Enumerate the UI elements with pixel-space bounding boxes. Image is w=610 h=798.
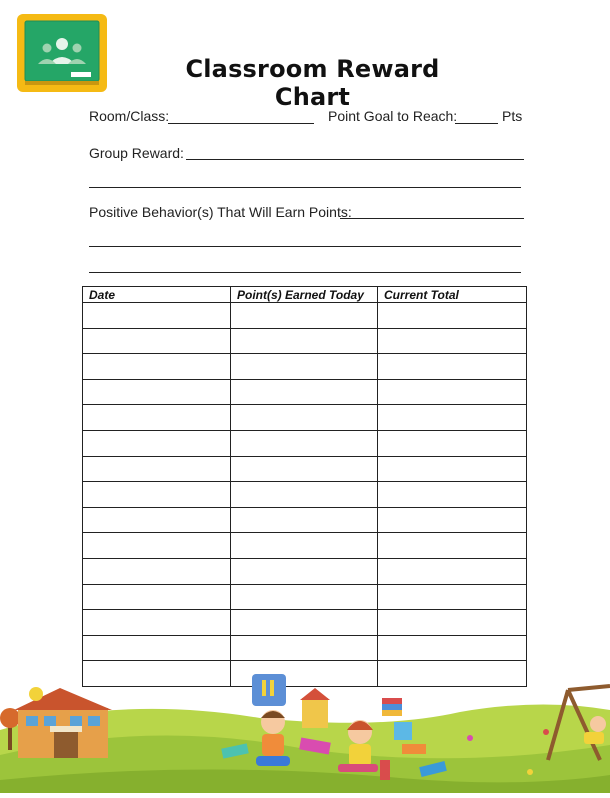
google-classroom-logo	[17, 14, 107, 92]
room-class-field[interactable]	[168, 123, 314, 124]
table-row	[83, 379, 527, 405]
date-cell[interactable]	[83, 456, 231, 482]
points-earned-cell[interactable]	[231, 558, 378, 584]
date-cell[interactable]	[83, 303, 231, 329]
group-reward-field-line-2[interactable]	[89, 187, 521, 188]
current-total-cell[interactable]	[378, 430, 527, 456]
table-row	[83, 354, 527, 380]
points-earned-cell[interactable]	[231, 303, 378, 329]
table-row	[83, 533, 527, 559]
points-earned-cell[interactable]	[231, 405, 378, 431]
points-earned-cell[interactable]	[231, 533, 378, 559]
current-total-cell[interactable]	[378, 507, 527, 533]
points-earned-cell[interactable]	[231, 635, 378, 661]
table-row	[83, 635, 527, 661]
date-cell[interactable]	[83, 584, 231, 610]
points-earned-cell[interactable]	[231, 610, 378, 636]
positive-behavior-field-line-2[interactable]	[89, 246, 521, 247]
table-body	[83, 303, 527, 687]
date-cell[interactable]	[83, 354, 231, 380]
table-row	[83, 558, 527, 584]
table-row	[83, 456, 527, 482]
current-total-cell[interactable]	[378, 610, 527, 636]
points-earned-cell[interactable]	[231, 354, 378, 380]
points-earned-column-header: Point(s) Earned Today	[231, 287, 378, 303]
current-total-cell[interactable]	[378, 558, 527, 584]
points-earned-cell[interactable]	[231, 456, 378, 482]
current-total-cell[interactable]	[378, 482, 527, 508]
points-earned-cell[interactable]	[231, 430, 378, 456]
current-total-cell[interactable]	[378, 584, 527, 610]
date-cell[interactable]	[83, 328, 231, 354]
table-row	[83, 610, 527, 636]
points-earned-cell[interactable]	[231, 379, 378, 405]
points-earned-cell[interactable]	[231, 507, 378, 533]
positive-behavior-field[interactable]	[340, 218, 524, 219]
points-earned-cell[interactable]	[231, 482, 378, 508]
date-column-header: Date	[83, 287, 231, 303]
classroom-icon	[17, 14, 107, 92]
date-cell[interactable]	[83, 558, 231, 584]
positive-behavior-field-line-3[interactable]	[89, 272, 521, 273]
group-reward-field[interactable]	[186, 159, 524, 160]
date-cell[interactable]	[83, 482, 231, 508]
point-goal-label: Point Goal to Reach:	[328, 108, 458, 124]
kids-playground-illustration	[0, 660, 610, 793]
table-row	[83, 303, 527, 329]
room-class-label: Room/Class:	[89, 108, 170, 124]
table-row	[83, 482, 527, 508]
date-cell[interactable]	[83, 610, 231, 636]
points-earned-cell[interactable]	[231, 584, 378, 610]
playground-scene-icon	[0, 660, 610, 793]
current-total-cell[interactable]	[378, 635, 527, 661]
points-table	[82, 286, 527, 687]
positive-behavior-label: Positive Behavior(s) That Will Earn Points:	[89, 204, 352, 220]
current-total-cell[interactable]	[378, 456, 527, 482]
point-goal-unit: Pts	[502, 108, 523, 124]
table-header-row	[83, 287, 527, 303]
points-earned-cell[interactable]	[231, 328, 378, 354]
date-cell[interactable]	[83, 533, 231, 559]
current-total-cell[interactable]	[378, 354, 527, 380]
table-row	[83, 430, 527, 456]
group-reward-label: Group Reward:	[89, 145, 184, 161]
point-goal-field[interactable]	[455, 123, 498, 124]
table-row	[83, 405, 527, 431]
page-title: Classroom Reward Chart	[185, 55, 440, 111]
date-cell[interactable]	[83, 507, 231, 533]
date-cell[interactable]	[83, 405, 231, 431]
current-total-cell[interactable]	[378, 533, 527, 559]
table-row	[83, 507, 527, 533]
date-cell[interactable]	[83, 635, 231, 661]
current-total-cell[interactable]	[378, 405, 527, 431]
current-total-cell[interactable]	[378, 328, 527, 354]
table-row	[83, 328, 527, 354]
current-total-column-header: Current Total	[378, 287, 527, 303]
table-row	[83, 584, 527, 610]
current-total-cell[interactable]	[378, 303, 527, 329]
date-cell[interactable]	[83, 430, 231, 456]
current-total-cell[interactable]	[378, 379, 527, 405]
date-cell[interactable]	[83, 379, 231, 405]
